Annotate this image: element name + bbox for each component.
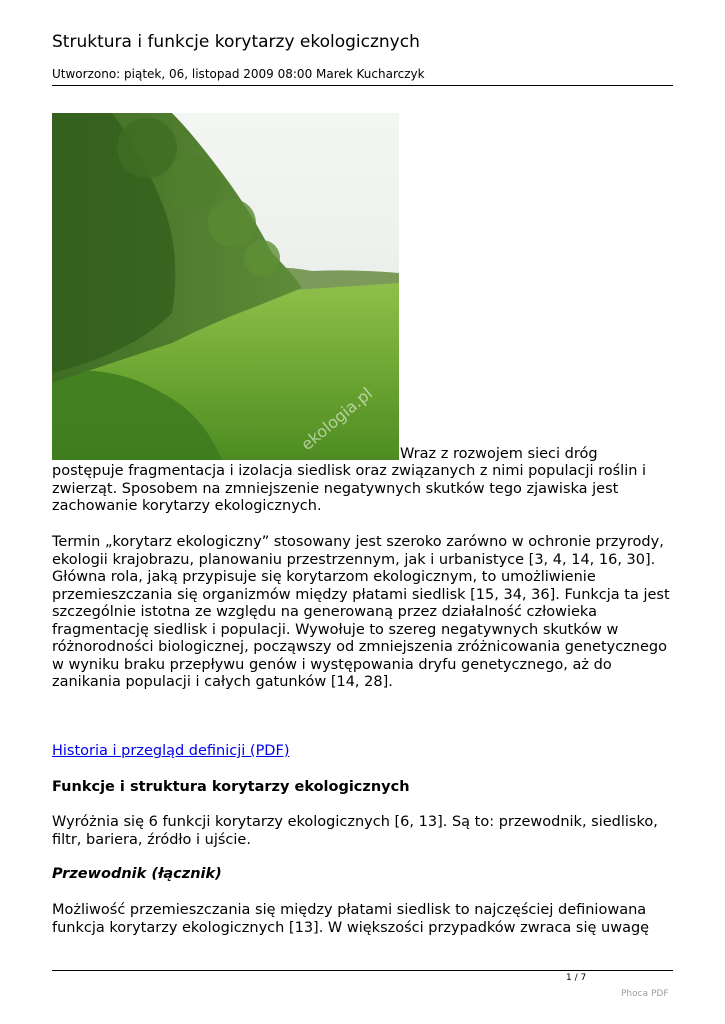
page-title: Struktura i funkcje korytarzy ekologicznych bbox=[52, 32, 420, 52]
article-photo bbox=[52, 113, 399, 460]
photo-watermark: ekologia.pl bbox=[297, 383, 376, 455]
subsection-heading-guide: Przewodnik (łącznik) bbox=[52, 866, 222, 882]
intro-paragraph: postępuje fragmentacja i izolacja siedlisk oraz związanych z nimi populacji roślin i zwierząt. Sposobem na zmniejszenie negatywnych skutków tego zjawiska jest zachowanie korytarzy ekologicznych. bbox=[52, 463, 647, 514]
intro-text-start: Wraz z rozwojem sieci dróg bbox=[400, 446, 598, 462]
footer-divider bbox=[52, 970, 673, 971]
phoca-pdf-label: Phoca PDF bbox=[621, 989, 669, 999]
page-number: 1 / 7 bbox=[566, 973, 587, 983]
guide-paragraph: Możliwość przemieszczania się między płatami siedlisk to najczęściej definiowana funkcja korytarzy ekologicznych [13]. W większości przypadków zwraca się uwagę bbox=[52, 902, 650, 936]
functions-paragraph: Wyróżnia się 6 funkcji korytarzy ekologicznych [6, 13]. Są to: przewodnik, siedlisko, filtr, bariera, źródło i ujście. bbox=[52, 814, 658, 848]
header-divider bbox=[52, 85, 673, 86]
history-pdf-link[interactable]: Historia i przegląd definicji (PDF) bbox=[52, 743, 290, 759]
created-meta: Utworzono: piątek, 06, listopad 2009 08:00 Marek Kucharczyk bbox=[52, 67, 425, 81]
definition-paragraph: Termin „korytarz ekologiczny” stosowany jest szeroko zarówno w ochronie przyrody, ekologii krajobrazu, planowaniu przestrzennym, jak i urbanistyce [3, 4, 14, 16, 30]. Główna rola, jaką przypisuje się korytarzom ekologicznym, to umożliwienie przemieszczania się organizmów między płatami siedlisk [15, 34, 36]. Funkcja ta jest szczególnie istotna ze względu na generowaną przez działalność człowieka fragmentację siedlisk i populacji. Wywołuje to szereg negatywnych skutków w różnorodności biologicznej, począwszy od zmniejszenia zróżnicowania genetycznego w wyniku braku przepływu genów i występowania dryfu genetycznego, aż do zanikania populacji i całych gatunków [14, 28]. bbox=[52, 534, 670, 690]
section-heading-functions: Funkcje i struktura korytarzy ekologicznych bbox=[52, 779, 410, 795]
